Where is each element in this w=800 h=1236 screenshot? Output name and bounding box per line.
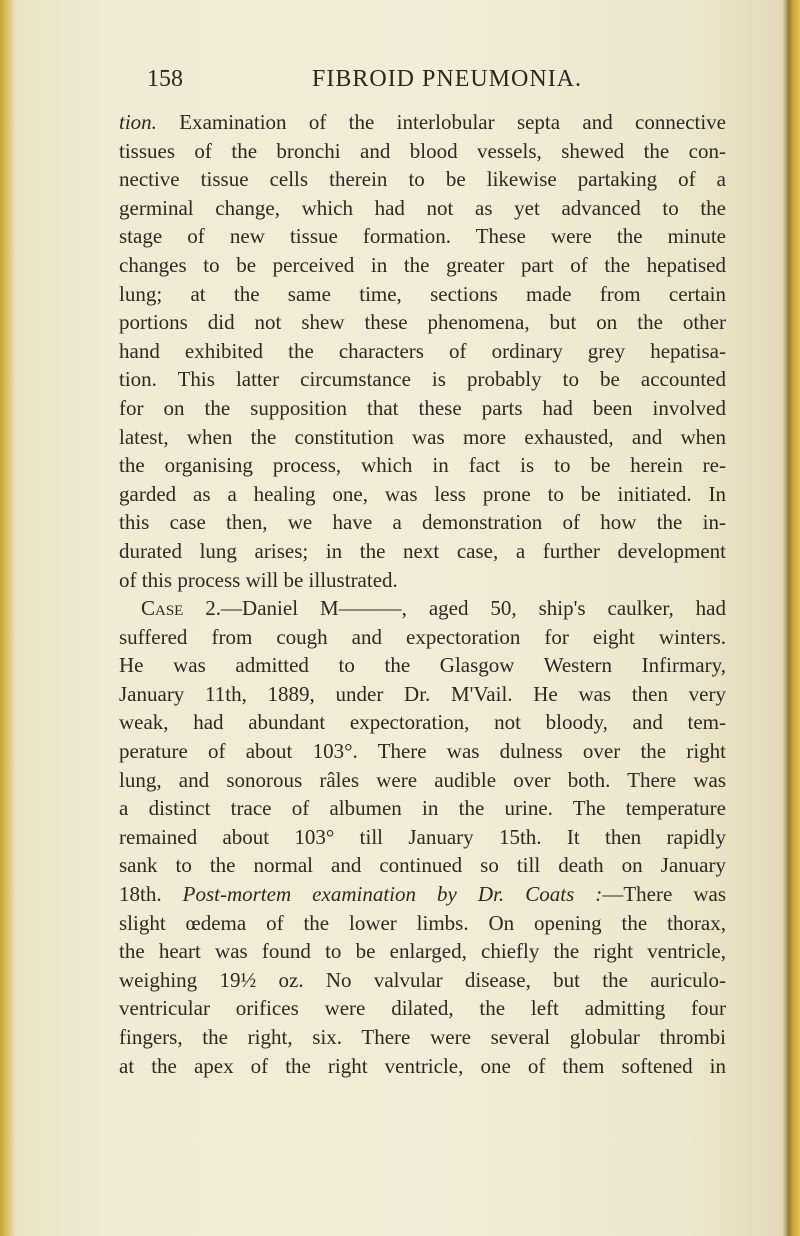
text-line: of this process will be illustrated. xyxy=(119,567,398,592)
text-line: stage of new tissue formation. These were the minute xyxy=(119,224,726,249)
text-line: durated lung arises; in the next case, a further development xyxy=(119,538,726,563)
text-line: perature of about 103°. There was dulness over the right xyxy=(119,739,726,764)
page-header xyxy=(16,64,783,94)
text-line: a distinct trace of albumen in the urine. The temperature xyxy=(119,796,726,821)
text-line: the organising process, which in fact is to be herein re- xyxy=(119,453,726,478)
text-line: lung; at the same time, sections made from certain xyxy=(119,281,726,306)
text-line: the heart was found to be enlarged, chiefly the right ventricle, xyxy=(119,939,726,964)
text-line: lung, and sonorous râles were audible over both. There was xyxy=(119,767,726,792)
text-line: tion. This latter circumstance is probably to be accounted xyxy=(119,367,726,392)
body-text xyxy=(119,108,726,1080)
text-line: fingers, the right, six. There were several globular thrombi xyxy=(119,1025,726,1049)
text-line: hand exhibited the characters of ordinary grey hepatisa- xyxy=(119,338,726,363)
case-label: Case xyxy=(141,596,184,621)
text-line: ventricular orifices were dilated, the left admitting four xyxy=(119,996,726,1021)
text-line: latest, when the constitution was more exhausted, and when xyxy=(119,424,726,449)
text-line: portions did not shew these phenomena, but on the other xyxy=(119,310,726,335)
text-line: January 11th, 1889, under Dr. M'Vail. He was then very xyxy=(119,681,726,706)
text-line: weak, had abundant expectoration, not bloody, and tem- xyxy=(119,710,726,735)
text-line: suffered from cough and expectoration for eight winters. xyxy=(119,624,726,649)
text-line: slight œdema of the lower limbs. On opening the thorax, xyxy=(119,910,726,935)
text-line: remained about 103° till January 15th. It then rapidly xyxy=(119,824,726,849)
text-line: He was admitted to the Glasgow Western Infirmary, xyxy=(119,653,726,678)
text-line: Case 2.—Daniel M———, aged 50, ship's caulker, had xyxy=(141,596,726,621)
page-number: 158 xyxy=(147,66,183,92)
text-line: changes to be perceived in the greater part of the hepatised xyxy=(119,252,726,277)
text-line: this case then, we have a demonstration of how the in- xyxy=(119,510,726,535)
italic-fragment: tion. xyxy=(119,110,157,134)
text-line: for on the supposition that these parts had been involved xyxy=(119,395,726,420)
text-line: nective tissue cells therein to be likewise partaking of a xyxy=(119,167,726,192)
right-page-edge xyxy=(783,0,800,1236)
text-line: at the apex of the right ventricle, one of them softened in xyxy=(119,1053,726,1078)
text-line: tion. Examination of the interlobular septa and connective xyxy=(119,110,726,134)
text-line: garded as a healing one, was less prone to be initiated. In xyxy=(119,481,726,506)
text-line: tissues of the bronchi and blood vessels, shewed the con- xyxy=(119,138,726,163)
running-title: FIBROID PNEUMONIA. xyxy=(312,66,583,92)
italic-fragment: Post-mortem examination by Dr. Coats : xyxy=(182,882,603,907)
text-line: 18th. Post-mortem examination by Dr. Coats :—There was xyxy=(119,882,726,907)
book-page xyxy=(16,0,783,1236)
left-page-edge xyxy=(0,0,16,1236)
text-line: sank to the normal and continued so till death on January xyxy=(119,853,726,878)
text-line: weighing 19½ oz. No valvular disease, but the auriculo- xyxy=(119,967,726,992)
text-line: germinal change, which had not as yet advanced to the xyxy=(119,195,726,220)
